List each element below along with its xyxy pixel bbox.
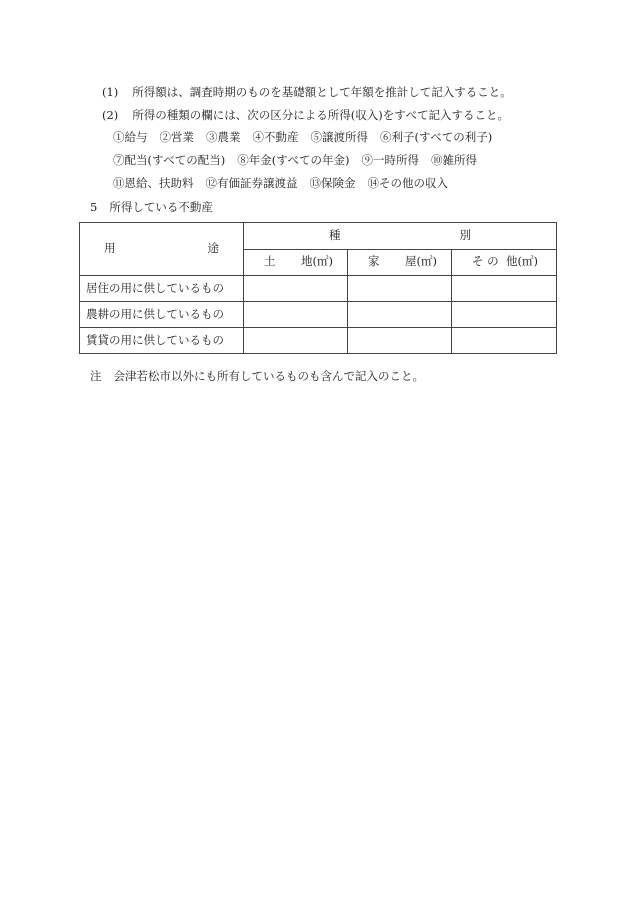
subheader-other: そ の 他(㎡)	[452, 249, 557, 276]
income-category: ⑫有価証券譲渡益	[205, 176, 298, 190]
footnote-text: 会津若松市以外にも所有しているものも含んで記入のこと。	[113, 369, 424, 383]
table-row	[80, 276, 557, 302]
section-number: 5	[90, 200, 98, 214]
income-category: ⑩雑所得	[431, 153, 477, 167]
note-1-number: (1)	[102, 85, 119, 99]
note-2-text: 所得の種類の欄には、次の区分による所得(収入)をすべて記入すること。	[132, 108, 510, 122]
house-area-cell[interactable]	[348, 302, 452, 328]
note-1	[102, 86, 512, 100]
land-area-cell[interactable]	[244, 328, 348, 354]
income-category: ⑨一時所得	[361, 153, 419, 167]
row-label: 居住の用に供しているもの	[80, 276, 244, 302]
header-use-char-1: 用	[104, 241, 116, 256]
header-kind-char-1: 種	[329, 227, 341, 242]
income-category: ②営業	[159, 130, 194, 144]
table-row	[80, 302, 557, 328]
income-category: ⑧年金(すべての年金)	[237, 153, 350, 167]
income-category-row-3	[113, 177, 448, 191]
footnote	[90, 370, 424, 384]
subheader-house: 家 屋(㎡)	[348, 249, 452, 276]
other-area-cell[interactable]	[452, 276, 557, 302]
income-category: ⑬保険金	[309, 176, 356, 190]
note-2-number: (2)	[102, 108, 119, 122]
row-label: 賃貸の用に供しているもの	[80, 328, 244, 354]
subheader-land: 土 地(㎡)	[244, 249, 348, 276]
land-area-cell[interactable]	[244, 276, 348, 302]
header-kind-cell	[244, 223, 557, 250]
header-kind-char-2: 別	[459, 227, 472, 242]
income-category: ①給与	[113, 130, 148, 144]
income-category-row-2	[113, 154, 477, 168]
income-category: ④不動産	[252, 130, 299, 144]
section-heading	[90, 201, 213, 215]
header-use-char-2: 途	[207, 241, 219, 256]
row-label: 農耕の用に供しているもの	[80, 302, 244, 328]
income-category: ⑭その他の収入	[367, 176, 448, 190]
header-use-cell	[80, 223, 244, 276]
house-area-cell[interactable]	[348, 276, 452, 302]
note-1-text: 所得額は、調査時期のものを基礎額として年額を推計して記入すること。	[132, 85, 512, 99]
income-category: ⑤譲渡所得	[310, 130, 368, 144]
property-table	[79, 222, 557, 354]
income-category: ③農業	[206, 130, 241, 144]
income-category: ⑥利子(すべての利子)	[380, 130, 493, 144]
footnote-label: 注	[90, 369, 102, 383]
income-category-row-1	[113, 131, 492, 145]
house-area-cell[interactable]	[348, 328, 452, 354]
other-area-cell[interactable]	[452, 302, 557, 328]
section-title: 所得している不動産	[109, 200, 213, 214]
other-area-cell[interactable]	[452, 328, 557, 354]
land-area-cell[interactable]	[244, 302, 348, 328]
income-category: ⑦配当(すべての配当)	[113, 153, 226, 167]
table-row	[80, 328, 557, 354]
income-category: ⑪恩給、扶助料	[113, 176, 194, 190]
note-2	[102, 109, 509, 123]
